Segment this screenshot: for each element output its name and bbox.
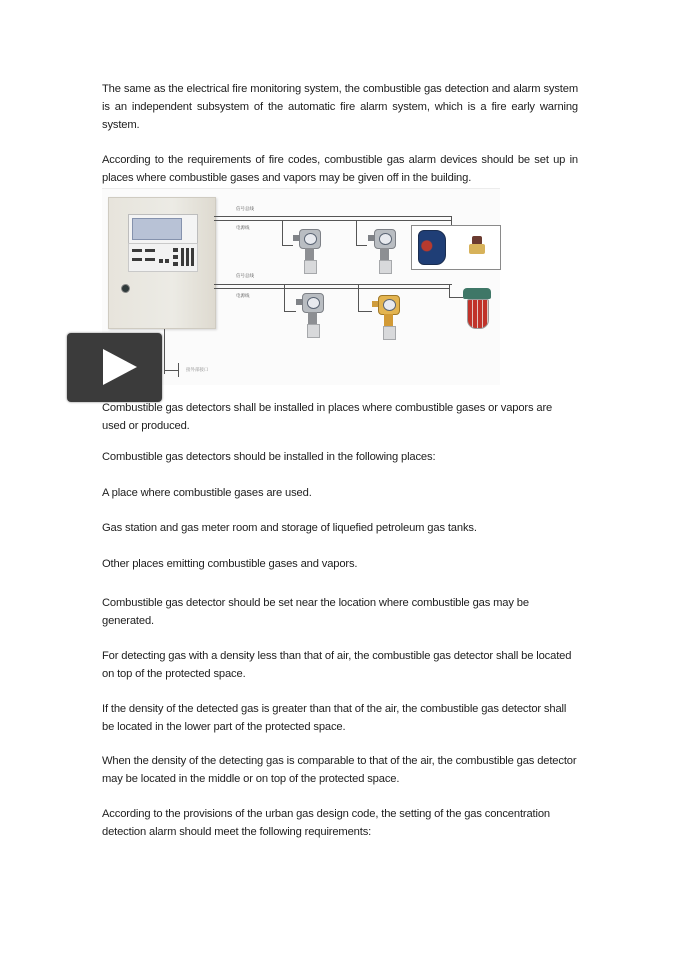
signal-bus-wire-2 bbox=[214, 284, 452, 285]
drop-wire bbox=[358, 284, 359, 312]
external-wire bbox=[164, 329, 165, 374]
paragraph-comparable-gas: When the density of the detecting gas is comparable to that of the air, the combustible gas detector may be located in the middle or on top of the protected space. bbox=[102, 755, 577, 785]
solenoid-valve-image bbox=[467, 236, 485, 256]
video-play-button[interactable] bbox=[67, 333, 162, 402]
drop-wire bbox=[282, 245, 293, 246]
drop-wire bbox=[284, 311, 296, 312]
paragraph-location: Combustible gas detector should be set near the location where combustible gas may be generated. bbox=[102, 597, 529, 627]
control-panel-keypad bbox=[128, 243, 198, 272]
power-wire-2 bbox=[214, 288, 449, 289]
list-item-2: Gas station and gas meter room and storage of liquefied petroleum gas tanks. bbox=[102, 522, 477, 534]
play-icon bbox=[103, 349, 137, 385]
drop-wire bbox=[284, 284, 285, 312]
exhaust-fan-image bbox=[418, 230, 446, 265]
paragraph-list-intro: Combustible gas detectors should be installed in the following places: bbox=[102, 451, 436, 463]
gas-detector-3 bbox=[300, 293, 324, 339]
drop-wire bbox=[356, 220, 357, 246]
drop-wire bbox=[449, 297, 463, 298]
paragraph-lighter-gas: For detecting gas with a density less than that of air, the combustible gas detector shall be located on top of the protected space. bbox=[102, 650, 572, 680]
external-wire bbox=[164, 370, 178, 371]
paragraph-urban-gas-code: According to the provisions of the urban gas design code, the setting of the gas concentration detection alarm should meet the following requirements: bbox=[102, 808, 550, 838]
gas-detector-2 bbox=[372, 229, 396, 275]
paragraph-install-requirement: Combustible gas detectors shall be installed in places where combustible gases or vapors are used or produced. bbox=[102, 402, 553, 432]
external-wire bbox=[178, 363, 179, 377]
power-line-label-1: 电源线 bbox=[236, 225, 250, 230]
paragraph-intro: The same as the electrical fire monitoring system, the combustible gas detection and alarm system is an independent subsystem of the automatic fire alarm system, which is a fire early warning system. bbox=[102, 83, 578, 131]
signal-bus-label-1: 信号总线 bbox=[236, 206, 254, 211]
drop-wire bbox=[282, 220, 283, 246]
panel-lock-icon bbox=[121, 284, 130, 293]
alarm-lamp-image bbox=[463, 288, 491, 332]
drop-wire bbox=[358, 311, 372, 312]
list-item-1: A place where combustible gases are used. bbox=[102, 487, 312, 499]
linked-devices-box bbox=[411, 225, 501, 270]
power-line-label-2: 电源线 bbox=[236, 293, 250, 298]
control-panel-image bbox=[108, 197, 216, 329]
paragraph-fire-codes: According to the requirements of fire codes, combustible gas alarm devices should be set up in places where combustible gases and vapors may be given off in the building. bbox=[102, 154, 578, 184]
list-item-3: Other places emitting combustible gases and vapors. bbox=[102, 558, 358, 570]
gas-detector-4 bbox=[376, 295, 400, 341]
drop-wire bbox=[356, 245, 367, 246]
signal-bus-label-2: 信号总线 bbox=[236, 273, 254, 278]
lcd-screen bbox=[132, 218, 182, 240]
drop-wire bbox=[449, 284, 450, 298]
power-wire-1 bbox=[214, 220, 452, 221]
external-interface-label: 接外部接口 bbox=[186, 367, 209, 372]
signal-bus-wire-1 bbox=[214, 216, 452, 217]
paragraph-heavier-gas: If the density of the detected gas is greater than that of the air, the combustible gas detector shall be located in the lower part of the protected space. bbox=[102, 703, 567, 733]
bus-drop bbox=[451, 216, 452, 225]
gas-detector-1 bbox=[297, 229, 321, 275]
control-panel-display bbox=[128, 214, 198, 244]
